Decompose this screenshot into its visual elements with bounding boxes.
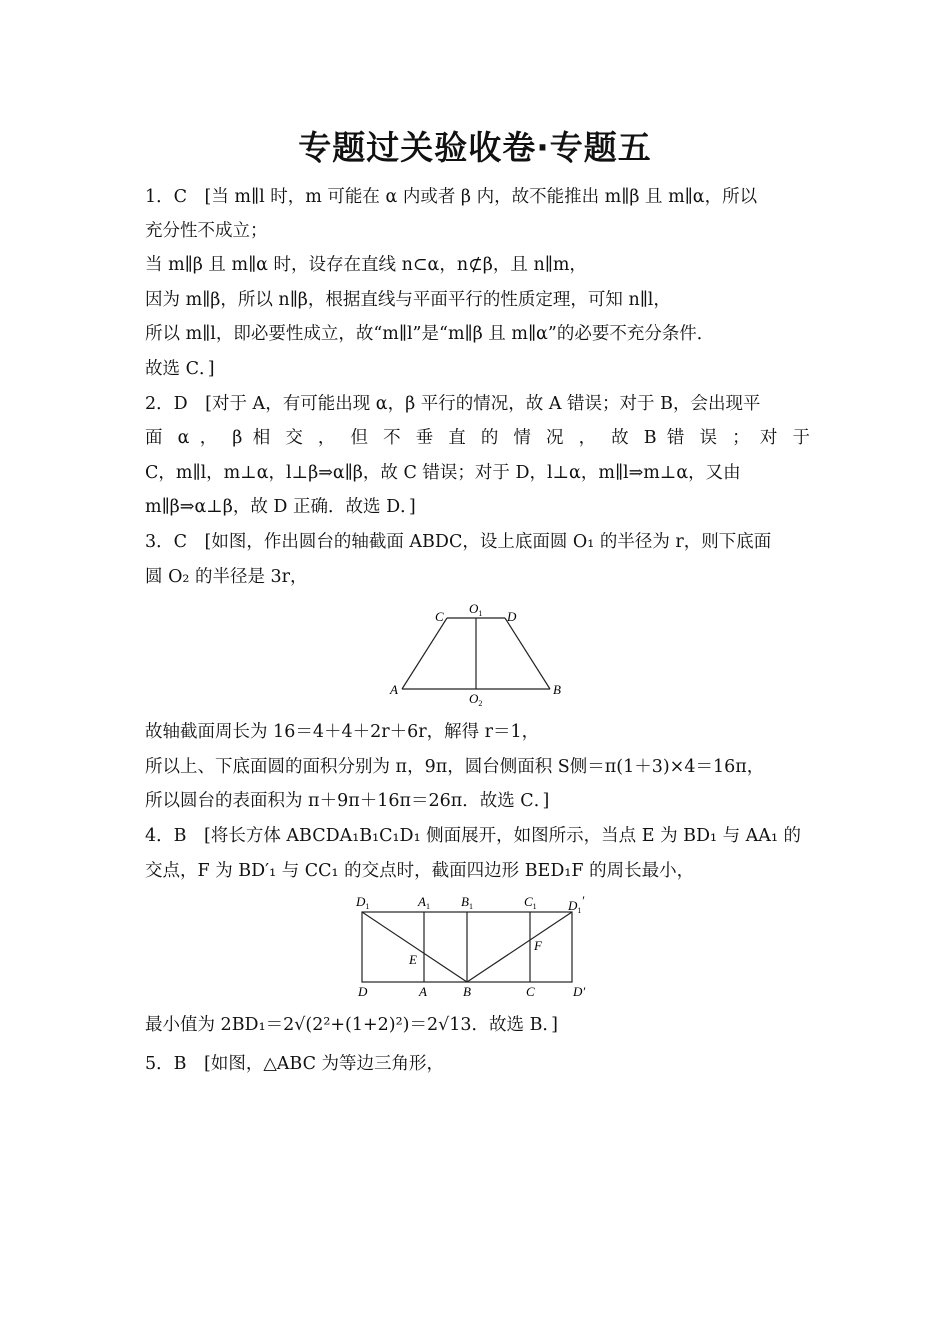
segment-AC <box>402 618 447 689</box>
q3-line-5: 所以圆台的表面积为 π＋9π＋16π＝26π．故选 C．] <box>145 791 550 811</box>
q1-line-1: 1．C [当 m∥l 时，m 可能在 α 内或者 β 内，故不能推出 m∥β 且 m∥α，所以 <box>145 187 758 207</box>
label-A: A <box>419 984 427 999</box>
label-D: D <box>507 609 517 624</box>
q4-line-1: 4．B [将长方体 ABCDA₁B₁C₁D₁ 侧面展开，如图所示，当点 E 为 BD₁ 与 AA₁ 的 <box>145 826 802 846</box>
label-C: C <box>435 609 444 624</box>
q2-line-3: C，m∥l，m⊥α，l⊥β⇒α∥β，故 C 错误；对于 D，l⊥α，m∥l⇒m⊥α，又由 <box>145 463 741 483</box>
label-D-prime: D′ <box>573 984 586 999</box>
page-title: 专题过关验收卷·专题五 <box>298 128 652 167</box>
segment-BD <box>505 618 550 689</box>
q2-line-2: 面 α ， β 相 交 ， 但 不 垂 直 的 情 况 ， 故 B 错 误 ； 对 于 <box>145 428 810 448</box>
q3-line-4: 所以上、下底面圆的面积分别为 π，9π，圆台侧面积 S侧＝π(1＋3)×4＝16π， <box>145 757 765 777</box>
q4-line-2: 交点，F 为 BD′₁ 与 CC₁ 的交点时，截面四边形 BED₁F 的周长最小， <box>145 861 695 881</box>
q2-line-4: m∥β⇒α⊥β，故 D 正确．故选 D．] <box>145 497 416 517</box>
label-E: E <box>409 952 417 967</box>
label-B: B <box>463 984 471 999</box>
label-C: C <box>526 984 535 999</box>
label-D1-prime: $D_1'$ <box>568 893 585 915</box>
q3-line-2: 圆 O₂ 的半径是 3r， <box>145 567 308 587</box>
q1-line-4: 因为 m∥β，所以 n∥β，根据直线与平面平行的性质定理，可知 n∥l， <box>145 290 671 310</box>
label-D1: $D_1$ <box>356 894 370 911</box>
q1-line-3: 当 m∥β 且 m∥α 时，设存在直线 n⊂α，n⊄β，且 n∥m， <box>145 255 587 275</box>
q1-line-2: 充分性不成立； <box>145 221 268 241</box>
q1-line-5: 所以 m∥l，即必要性成立，故“m∥l”是“m∥β 且 m∥α”的必要不充分条件． <box>145 324 715 344</box>
label-O1: $O_1$ <box>469 601 483 618</box>
label-A: A <box>390 682 398 697</box>
q3-line-3: 故轴截面周长为 16＝4＋4＋2r＋6r，解得 r＝1， <box>145 722 540 742</box>
label-C1: $C_1$ <box>524 894 537 911</box>
frustum-cross-section-figure <box>385 600 575 710</box>
label-B1: $B_1$ <box>461 894 473 911</box>
segment-BD1-prime <box>467 912 572 982</box>
q3-line-1: 3．C [如图，作出圆台的轴截面 ABDC，设上底面圆 O₁ 的半径为 r，则下底面 <box>145 532 772 552</box>
label-B: B <box>553 682 561 697</box>
label-D: D <box>358 984 368 999</box>
unfolded-cuboid-figure <box>350 893 600 1003</box>
q5-line-1: 5．B [如图，△ABC 为等边三角形， <box>145 1054 445 1074</box>
label-F: F <box>534 938 542 953</box>
label-O2: $O_2$ <box>469 691 483 708</box>
segment-D1B <box>362 912 467 982</box>
q2-line-1: 2．D [对于 A，有可能出现 α，β 平行的情况，故 A 错误；对于 B，会出现平 <box>145 394 761 414</box>
q4-line-3: 最小值为 2BD₁＝2√(2²+(1+2)²)＝2√13．故选 B．] <box>145 1015 559 1035</box>
label-A1: $A_1$ <box>418 894 430 911</box>
q1-line-6: 故选 C．] <box>145 359 215 379</box>
